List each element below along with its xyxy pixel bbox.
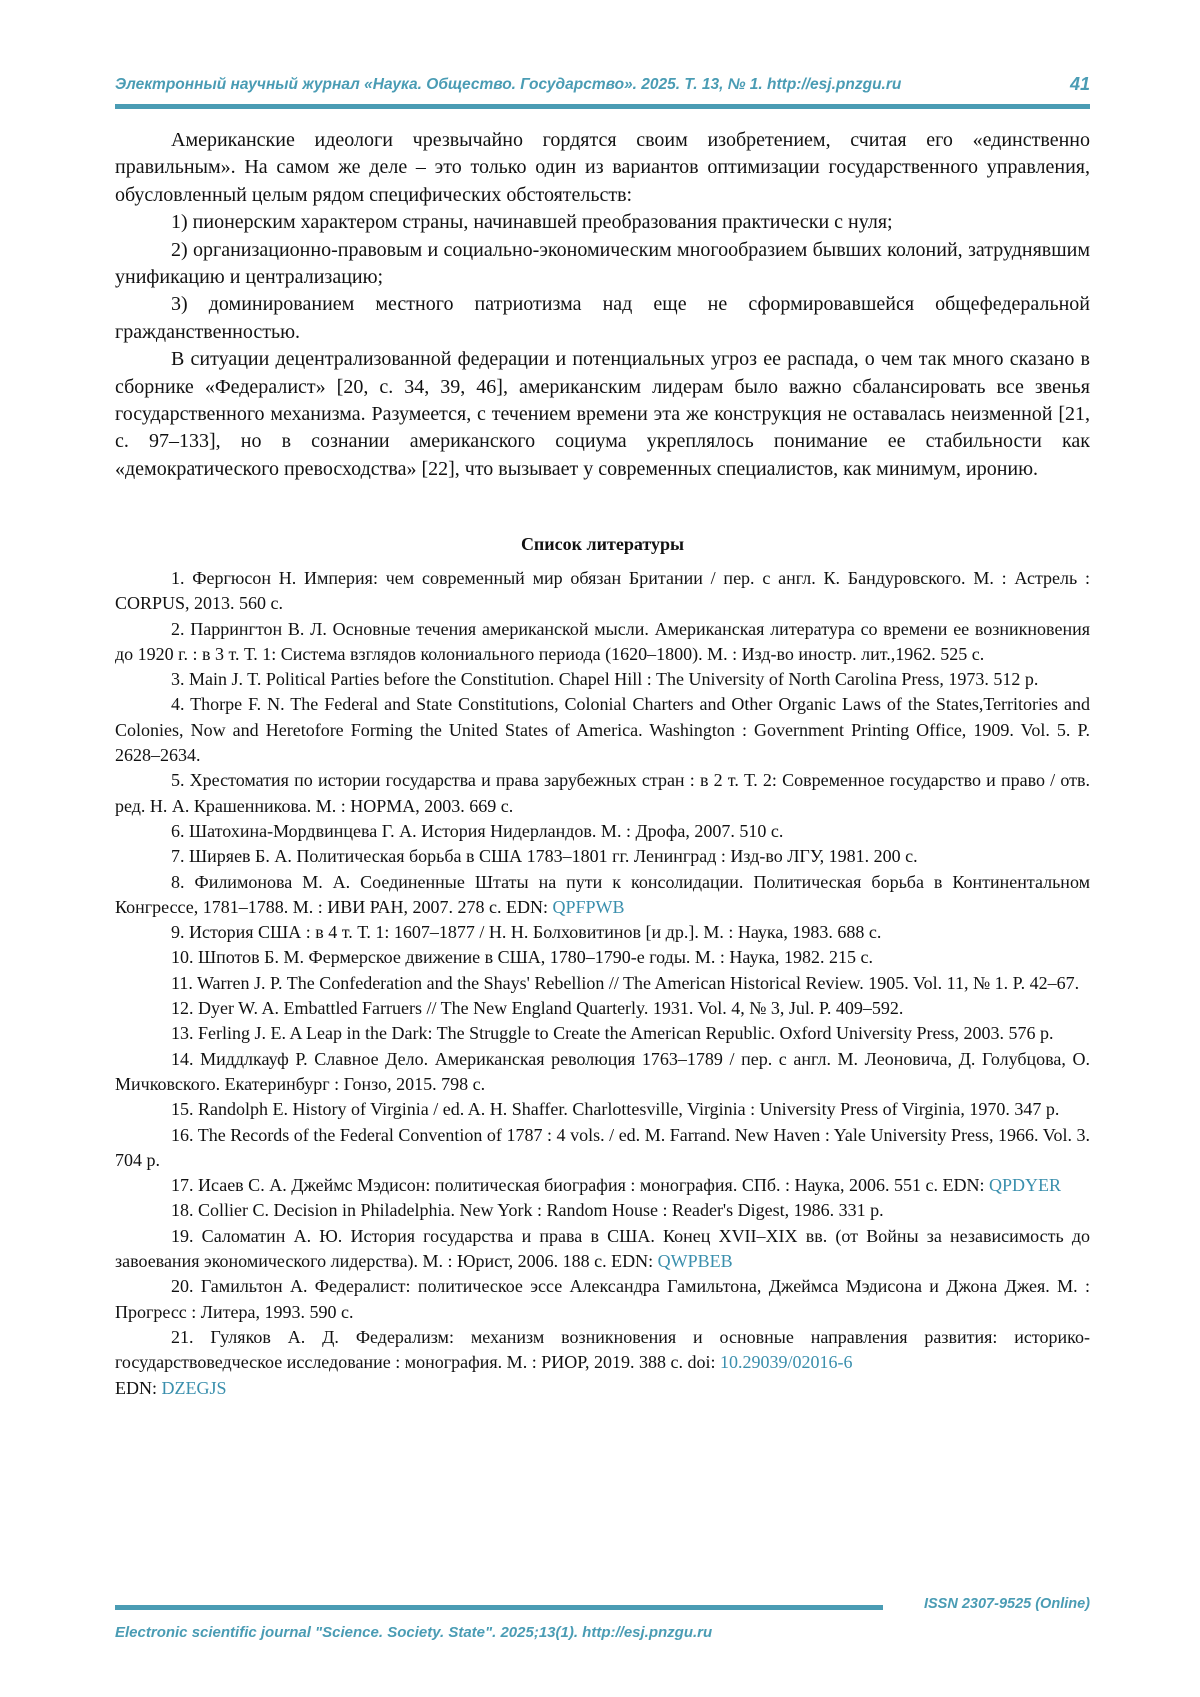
reference-item: 6. Шатохина-Мордвинцева Г. А. История Нидерландов. М. : Дрофа, 2007. 510 с. xyxy=(171,820,784,841)
reference-item: 11. Warren J. P. The Confederation and the Shays' Rebellion // The American Historical Review. 1905. Vol. 11, № 1. P. 42–67. xyxy=(171,972,1080,993)
body-paragraph: 3) доминированием местного патриотизма над еще не сформировавшейся общефедеральной гражданственностью. xyxy=(115,293,1090,343)
reference-item: 4. Thorpe F. N. The Federal and State Constitutions, Colonial Charters and Other Organic Laws of the States,Territories and Colonies, Now and Heretofore Forming the United States of America. Washington : Government Printing Office, 1909. Vol. 5. P. 2628–2634. xyxy=(115,694,1090,766)
reference-item: 17. Исаев С. А. Джеймс Мэдисон: политическая биография : монография. СПб. : Наука, 2006. 551 с. EDN: QPDYER xyxy=(171,1175,1062,1196)
body-paragraph: 2) организационно-правовым и социально-экономическим многообразием бывших колоний, затруднявшим унификацию и централизацию; xyxy=(115,238,1090,289)
doi-link[interactable]: 10.29039/02016-6 xyxy=(719,1352,853,1373)
main-text xyxy=(115,127,1090,483)
issn-label: ISSN 2307-9525 (Online) xyxy=(923,1596,1090,1612)
header-rule xyxy=(115,104,1090,109)
body-paragraph: Американские идеологи чрезвычайно гордятся своим изобретением, считая его «единственно правильным». На самом же деле – это только один из вариантов оптимизации государственного управления, обусловленный целым рядом специфических обстоятельств: xyxy=(115,129,1090,206)
reference-item: 20. Гамильтон А. Федералист: политическое эссе Александра Гамильтона, Джеймса Мэдисона и Джона Джея. М. : Прогресс : Литера, 1993. 590 с. xyxy=(115,1276,1090,1322)
running-header xyxy=(115,76,1090,100)
page-number: 41 xyxy=(1069,74,1090,94)
journal-footer: Electronic scientific journal "Science. Society. State". 2025;13(1). http://esj.pnzgu.ru xyxy=(115,1624,713,1641)
edn-link[interactable]: QPFPWB xyxy=(552,896,625,917)
body-paragraph: 1) пионерским характером страны, начинавшей преобразования практически с нуля; xyxy=(171,211,893,234)
reference-item: 8. Филимонова М. А. Соединенные Штаты на пути к консолидации. Политическая борьба в Континентальном Конгрессе, 1781–1788. М. : ИВИ РАН, 2007. 278 с. EDN: QPFPWB xyxy=(115,871,1090,917)
reference-item: 12. Dyer W. A. Embattled Farruers // The New England Quarterly. 1931. Vol. 4, № 3, Jul. P. 409–592. xyxy=(171,998,904,1019)
journal-header-title: Электронный научный журнал «Наука. Общество. Государство». 2025. Т. 13, № 1. http://esj.pnzgu.ru xyxy=(115,76,902,93)
references-heading: Список литературы xyxy=(520,534,685,554)
reference-item: 7. Ширяев Б. А. Политическая борьба в США 1783–1801 гг. Ленинград : Изд-во ЛГУ, 1981. 200 с. xyxy=(171,846,918,867)
edn-link[interactable]: QWPBEB xyxy=(657,1251,733,1272)
reference-item: 2. Паррингтон В. Л. Основные течения американской мысли. Американская литература со времени ее возникновения до 1920 г. : в 3 т. Т. 1: Система взглядов колониального периода (1620–1800). М. : Изд-во иностр. лит.,1962. 525 с. xyxy=(115,618,1090,664)
reference-item: 13. Ferling J. E. A Leap in the Dark: The Struggle to Create the American Republic. Oxford University Press, 2003. 576 p. xyxy=(171,1023,1054,1044)
references-list xyxy=(115,566,1090,1401)
reference-item: 15. Randolph E. History of Virginia / ed. A. H. Shaffer. Charlottesville, Virginia : University Press of Virginia, 1970. 347 p. xyxy=(171,1099,1060,1120)
reference-item: 10. Шпотов Б. М. Фермерское движение в США, 1780–1790-е годы. М. : Наука, 1982. 215 с. xyxy=(171,947,873,968)
reference-item: 16. The Records of the Federal Convention of 1787 : 4 vols. / ed. M. Farrand. New Haven : Yale University Press, 1966. Vol. 3. 704 p. xyxy=(115,1124,1090,1170)
reference-item: 21. Гуляков А. Д. Федерализм: механизм возникновения и основные направления развития: историко-государствоведческое исследование : монография. М. : РИОР, 2019. 388 с. doi: 10.29039/02016-6 EDN: DZEGJS xyxy=(115,1326,1090,1398)
edn-link[interactable]: DZEGJS xyxy=(161,1377,227,1398)
reference-item: 9. История США : в 4 т. Т. 1: 1607–1877 / Н. Н. Болховитинов [и др.]. М. : Наука, 1983. 688 с. xyxy=(171,922,882,943)
footer-rule xyxy=(115,1605,883,1610)
reference-item: 3. Main J. T. Political Parties before the Constitution. Chapel Hill : The University of North Carolina Press, 1973. 512 p. xyxy=(171,669,1039,690)
edn-link[interactable]: QPDYER xyxy=(989,1175,1062,1196)
reference-item: 5. Хрестоматия по истории государства и права зарубежных стран : в 2 т. Т. 2: Современное государство и право / отв. ред. Н. А. Крашенникова. М. : НОРМА, 2003. 669 с. xyxy=(115,770,1090,816)
reference-item: 1. Фергюсон Н. Империя: чем современный мир обязан Британии / пер. с англ. К. Бандуровского. М. : Астрель : CORPUS, 2013. 560 с. xyxy=(115,568,1090,614)
reference-item: 14. Миддлкауф Р. Славное Дело. Американская революция 1763–1789 / пер. с англ. М. Леоновича, Д. Голубцова, О. Мичковского. Екатеринбург : Гонзо, 2015. 798 с. xyxy=(115,1048,1090,1094)
reference-item: 19. Саломатин А. Ю. История государства и права в США. Конец XVII–XIX вв. (от Войны за независимость до завоевания экономического лидерства). М. : Юрист, 2006. 188 с. EDN: QWPBEB xyxy=(115,1225,1090,1272)
body-paragraph: В ситуации децентрализованной федерации и потенциальных угроз ее распада, о чем так много сказано в сборнике «Федералист» [20, с. 34, 39, 46], американским лидерам было важно сбалансировать все звенья государственного механизма. Разумеется, с течением времени эта же конструкция не оставалась неизменной [21, с. 97–133], но в сознании американского социума укреплялось понимание ее стабильности как «демократического превосходства» [22], что вызывает у современных специалистов, как минимум, иронию. xyxy=(115,348,1090,480)
reference-item: 18. Collier C. Decision in Philadelphia. New York : Random House : Reader's Digest, 1986. 331 p. xyxy=(171,1200,884,1221)
